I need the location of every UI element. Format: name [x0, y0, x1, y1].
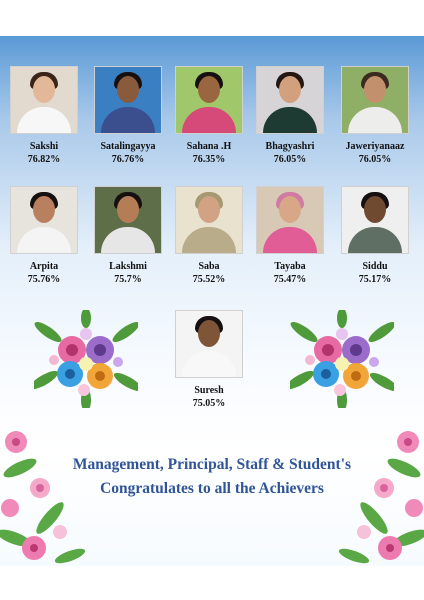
achiever-card [0, 186, 89, 286]
achiever-photo [175, 66, 243, 134]
achiever-photo [341, 66, 409, 134]
achiever-name: Saba [198, 261, 220, 272]
achiever-percentage: 75.05% [192, 398, 226, 409]
achiever-card [330, 66, 420, 166]
achiever-photo [175, 310, 243, 378]
flower-bouquet-left [34, 310, 138, 408]
achiever-card [164, 186, 254, 286]
achiever-name: Satalingayya [100, 141, 156, 152]
congratulations-line-1: Management, Principal, Staff & Student's [72, 456, 352, 473]
achiever-card [83, 66, 173, 166]
achiever-card [83, 186, 173, 286]
achiever-name: Tayaba [274, 261, 306, 272]
achiever-name: Siddu [362, 261, 388, 272]
achiever-name: Jaweriyanaaz [345, 141, 405, 152]
achiever-percentage: 75.52% [192, 274, 226, 285]
achiever-percentage: 76.05% [358, 154, 392, 165]
achiever-percentage: 75.17% [358, 274, 392, 285]
achiever-card [245, 186, 335, 286]
congratulations-line-2: Congratulates to all the Achievers [100, 480, 324, 497]
achiever-name: Sakshi [29, 141, 59, 152]
achiever-card [330, 186, 420, 286]
achiever-card [0, 66, 89, 166]
achiever-name: Arpita [29, 261, 59, 272]
achiever-photo [94, 186, 162, 254]
achiever-photo [256, 66, 324, 134]
achiever-photo [94, 66, 162, 134]
achiever-photo [341, 186, 409, 254]
achiever-name: Sahana .H [186, 141, 232, 152]
achiever-percentage: 75.76% [27, 274, 61, 285]
achiever-name: Lakshmi [109, 261, 147, 272]
achiever-name: Suresh [194, 385, 224, 396]
achiever-photo [256, 186, 324, 254]
achiever-card [245, 66, 335, 166]
flower-bouquet-right [290, 310, 394, 408]
achiever-percentage: 75.47% [273, 274, 307, 285]
achiever-photo [10, 66, 78, 134]
achiever-percentage: 76.82% [27, 154, 61, 165]
achiever-photo [10, 186, 78, 254]
achiever-name: Bhagyashri [265, 141, 315, 152]
achiever-percentage: 76.35% [192, 154, 226, 165]
achiever-percentage: 76.76% [111, 154, 145, 165]
achiever-percentage: 75.7% [114, 274, 142, 285]
achiever-card [164, 310, 254, 410]
achiever-photo [175, 186, 243, 254]
achiever-percentage: 76.05% [273, 154, 307, 165]
achiever-card [164, 66, 254, 166]
